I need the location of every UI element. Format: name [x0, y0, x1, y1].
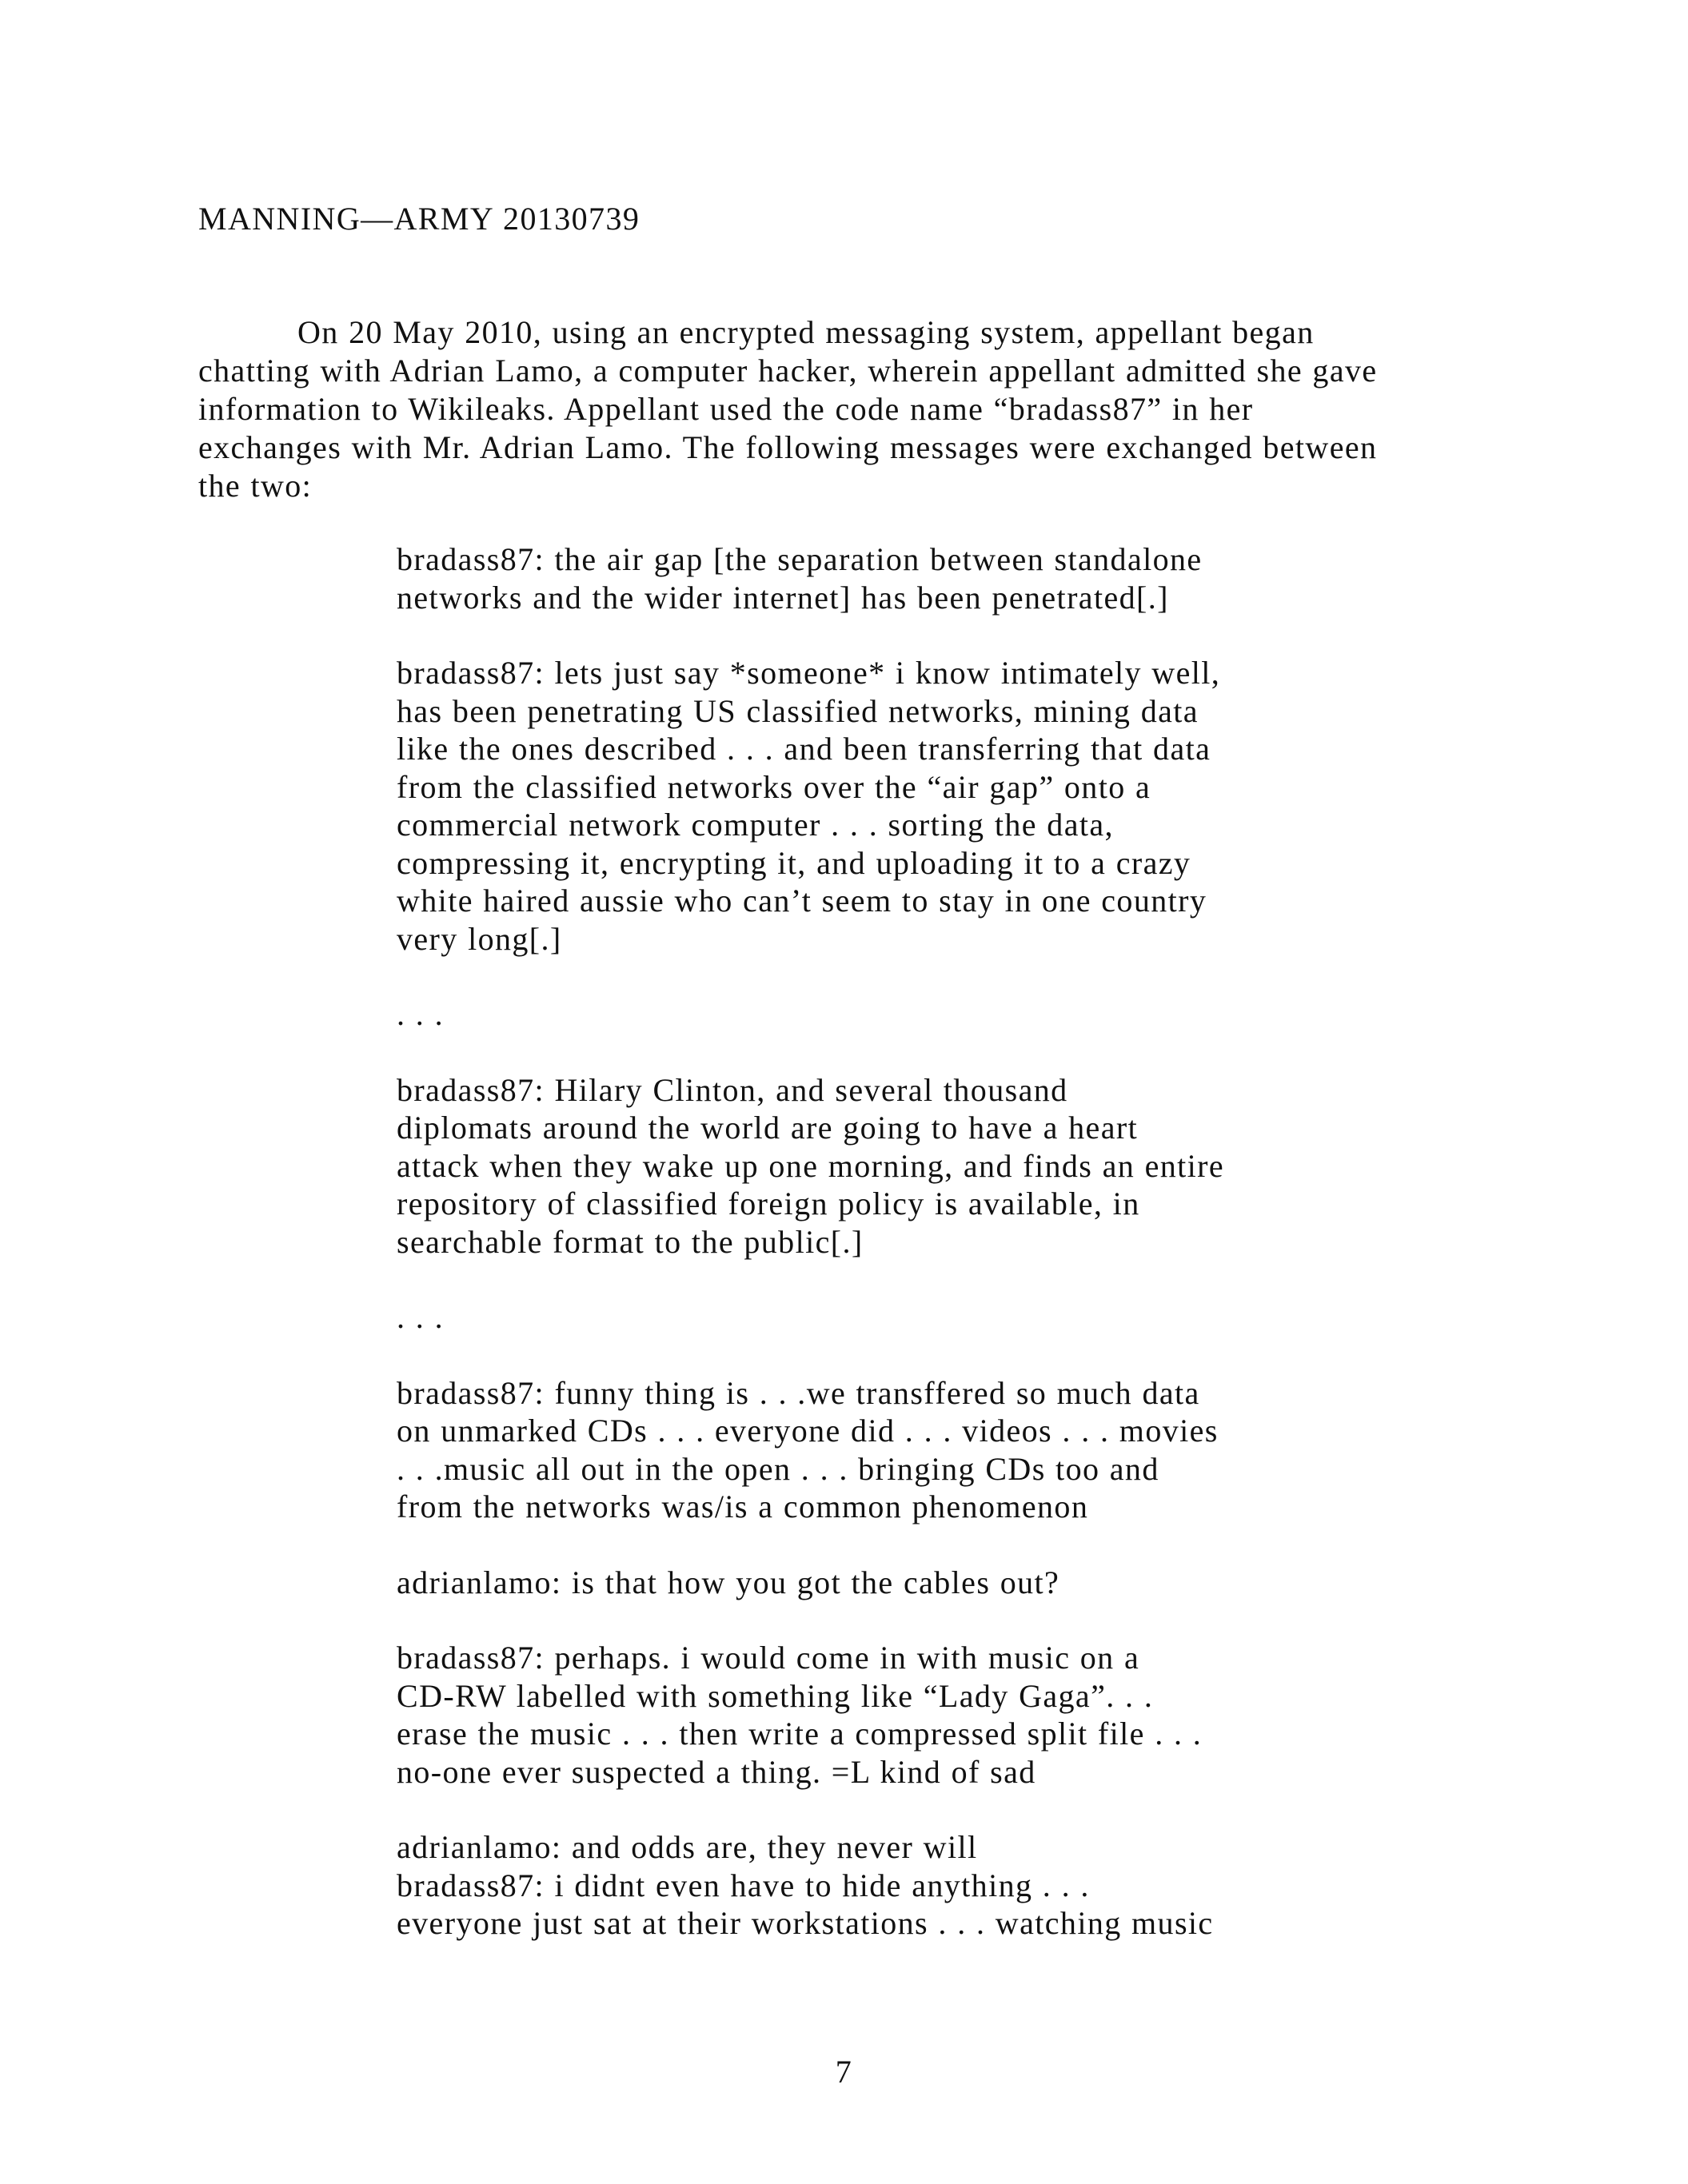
intro-line: information to Wikileaks. Appellant used the code name “bradass87” in her	[198, 391, 1254, 427]
chat-message	[397, 1374, 1356, 1526]
intro-line: chatting with Adrian Lamo, a computer hacker, wherein appellant admitted she gave	[198, 353, 1378, 389]
chat-line: . . .music all out in the open . . . bringing CDs too and	[397, 1450, 1159, 1487]
chat-line: compressing it, encrypting it, and uploading it to a crazy	[397, 844, 1191, 881]
chat-line: no-one ever suspected a thing. =L kind of sad	[397, 1753, 1036, 1790]
chat-message	[397, 1071, 1356, 1261]
intro-line: exchanges with Mr. Adrian Lamo. The following messages were exchanged between	[198, 429, 1378, 465]
chat-excerpt	[397, 540, 1356, 1943]
chat-line: white haired aussie who can’t seem to stay in one country	[397, 883, 1207, 919]
intro-line: On 20 May 2010, using an encrypted messaging system, appellant began	[297, 314, 1315, 350]
chat-line: adrianlamo: is that how you got the cables out?	[397, 1564, 1060, 1600]
chat-line: has been penetrating US classified networks, mining data	[397, 692, 1199, 729]
chat-line: bradass87: funny thing is . . .we transffered so much data	[397, 1374, 1200, 1411]
chat-line: everyone just sat at their workstations . . . watching music	[397, 1905, 1214, 1941]
chat-line: repository of classified foreign policy is available, in	[397, 1186, 1140, 1222]
chat-line: commercial network computer . . . sorting the data,	[397, 807, 1114, 843]
case-header: MANNING—ARMY 20130739	[198, 201, 640, 237]
chat-line: from the networks was/is a common phenomenon	[397, 1489, 1089, 1524]
chat-line: attack when they wake up one morning, and finds an entire	[397, 1147, 1225, 1184]
chat-line: bradass87: the air gap [the separation between standalone	[397, 541, 1203, 577]
chat-line: diplomats around the world are going to have a heart	[397, 1110, 1139, 1146]
chat-line: searchable format to the public[.]	[397, 1223, 864, 1260]
chat-message	[397, 540, 1356, 616]
ellipsis-text: . . .	[397, 1299, 444, 1335]
chat-line: bradass87: Hilary Clinton, and several thousand	[397, 1071, 1068, 1108]
chat-line: bradass87: lets just say *someone* i know intimately well,	[397, 655, 1221, 691]
chat-message	[397, 1564, 1356, 1602]
chat-line: like the ones described . . . and been transferring that data	[397, 731, 1211, 767]
ellipsis-separator	[397, 995, 1356, 1034]
chat-line: erase the music . . . then write a compressed split file . . .	[397, 1716, 1203, 1752]
chat-line: adrianlamo: and odds are, they never will	[397, 1829, 978, 1865]
ellipsis-separator	[397, 1298, 1356, 1337]
chat-line: very long[.]	[397, 920, 562, 957]
intro-line: the two:	[198, 468, 313, 504]
ellipsis-text: . . .	[397, 996, 444, 1032]
chat-line: bradass87: i didnt even have to hide anything . . .	[397, 1867, 1090, 1903]
chat-line: networks and the wider internet] has been penetrated[.]	[397, 579, 1169, 616]
chat-message	[397, 654, 1356, 958]
chat-message	[397, 1639, 1356, 1791]
chat-message	[397, 1828, 1356, 1943]
chat-line: on unmarked CDs . . . everyone did . . . videos . . . movies	[397, 1413, 1219, 1449]
chat-line: CD-RW labelled with something like “Lady Gaga”. . .	[397, 1677, 1154, 1714]
chat-line: from the classified networks over the “air gap” onto a	[397, 768, 1151, 805]
chat-line: bradass87: perhaps. i would come in with music on a	[397, 1640, 1140, 1676]
page-number: 7	[835, 2054, 853, 2090]
intro-paragraph	[198, 313, 1510, 505]
